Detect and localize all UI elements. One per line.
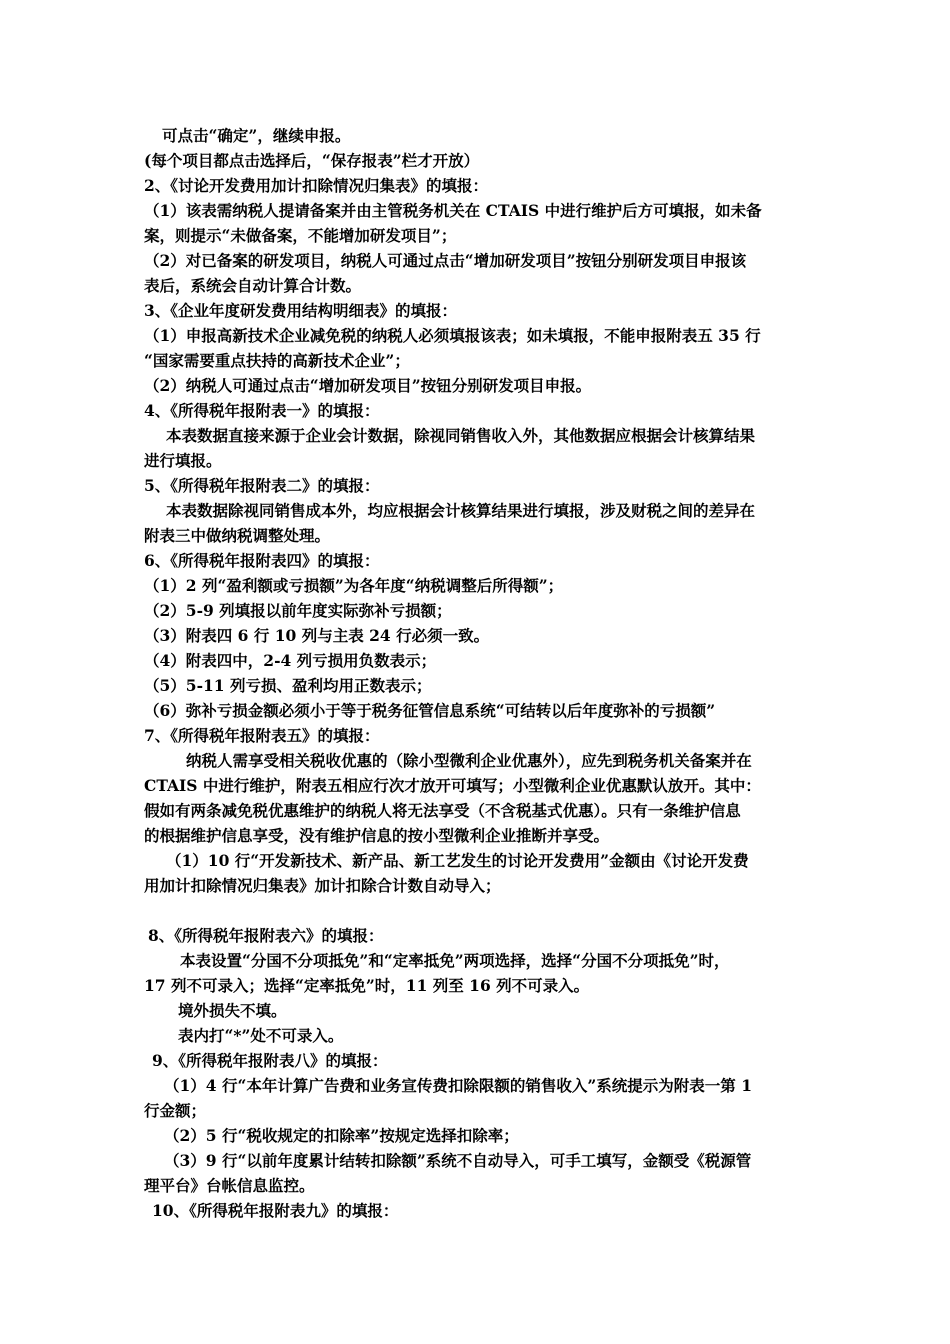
text-line: （2）纳税人可通过点击“增加研发项目”按钮分别研发项目申报。 — [144, 376, 592, 395]
section-heading: 6、《所得税年报附表四》的填报： — [144, 551, 380, 570]
text-line: 用加计扣除情况归集表》加计扣除合计数自动导入； — [144, 876, 501, 895]
section-heading: 3、《企业年度研发费用结构明细表》的填报： — [144, 301, 458, 320]
section-heading: 4、《所得税年报附表一》的填报： — [144, 401, 380, 420]
text-line: （5）5-11 列亏损、盈利均用正数表示； — [144, 676, 432, 695]
text-line: 纳税人需享受相关税收优惠的（除小型微利企业优惠外），应先到税务机关备案并在 — [186, 751, 752, 770]
text-line: 本表设置“分国不分项抵免”和“定率抵免”两项选择，选择“分国不分项抵免”时， — [180, 951, 730, 970]
text-line: 表内打“*”处不可录入。 — [178, 1026, 344, 1045]
text-line: （1）该表需纳税人提请备案并由主管税务机关在 CTAIS 中进行维护后方可填报，如未备 — [144, 201, 762, 220]
text-line: 17 列不可录入；选择“定率抵免”时，11 列至 16 列不可录入。 — [144, 976, 590, 995]
text-line: （2）5-9 列填报以前年度实际弥补亏损额； — [144, 601, 452, 620]
text-line: （2）5 行“税收规定的扣除率”按规定选择扣除率； — [164, 1126, 519, 1145]
text-line: 进行填报。 — [144, 451, 222, 470]
text-line: 本表数据直接来源于企业会计数据，除视同销售收入外，其他数据应根据会计核算结果 — [166, 426, 756, 445]
text-line: （4）附表四中，2-4 列亏损用负数表示； — [144, 651, 437, 670]
text-line: 表后，系统会自动计算合计数。 — [144, 276, 362, 295]
text-line: 行金额； — [144, 1101, 207, 1120]
section-heading: 5、《所得税年报附表二》的填报： — [144, 476, 380, 495]
text-line: 假如有两条减免税优惠维护的纳税人将无法享受（不含税基式优惠）。只有一条维护信息 — [144, 801, 741, 820]
section-heading: 9、《所得税年报附表八》的填报： — [152, 1051, 388, 1070]
section-heading: 8、《所得税年报附表六》的填报： — [148, 926, 384, 945]
text-line: （6）弥补亏损金额必须小于等于税务征管信息系统“可结转以后年度弥补的亏损额” — [144, 701, 716, 720]
section-heading: 2、《讨论开发费用加计扣除情况归集表》的填报： — [144, 176, 489, 195]
text-line: 附表三中做纳税调整处理。 — [144, 526, 331, 545]
text-line: 理平台》台帐信息监控。 — [144, 1176, 315, 1195]
text-line: 境外损失不填。 — [178, 1001, 287, 1020]
text-line: 案，则提示“未做备案，不能增加研发项目”； — [144, 226, 457, 245]
text-line: 可点击“确定”，继续申报。 — [162, 126, 351, 145]
section-heading: 10、《所得税年报附表九》的填报： — [152, 1201, 399, 1220]
text-line: CTAIS 中进行维护，附表五相应行次才放开可填写；小型微利企业优惠默认放开。其中： — [144, 776, 761, 795]
text-line: （3）附表四 6 行 10 列与主表 24 行必须一致。 — [144, 626, 490, 645]
text-line: （3）9 行“以前年度累计结转扣除额”系统不自动导入，可手工填写，金额受《税源管 — [164, 1151, 752, 1170]
section-heading: 7、《所得税年报附表五》的填报： — [144, 726, 380, 745]
text-line: （1）申报高新技术企业减免税的纳税人必须填报该表；如未填报，不能申报附表五 35 行 — [144, 326, 761, 345]
text-line: (每个项目都点击选择后，“保存报表”栏才开放） — [144, 151, 480, 170]
text-line: 本表数据除视同销售成本外，均应根据会计核算结果进行填报，涉及财税之间的差异在 — [166, 501, 756, 520]
text-line: （1）2 列“盈利额或亏损额”为各年度“纳税调整后所得额”； — [144, 576, 564, 595]
text-line: （1）10 行“开发新技术、新产品、新工艺发生的讨论开发费用”金额由《讨论开发费 — [166, 851, 749, 870]
text-line: 的根据维护信息享受，没有维护信息的按小型微利企业推断并享受。 — [144, 826, 610, 845]
text-line: “国家需要重点扶持的高新技术企业”； — [144, 351, 410, 370]
text-line: （2）对已备案的研发项目，纳税人可通过点击“增加研发项目”按钮分别研发项目申报该 — [144, 251, 747, 270]
text-line: （1）4 行“本年计算广告费和业务宣传费扣除限额的销售收入”系统提示为附表一第 1 — [164, 1076, 752, 1095]
